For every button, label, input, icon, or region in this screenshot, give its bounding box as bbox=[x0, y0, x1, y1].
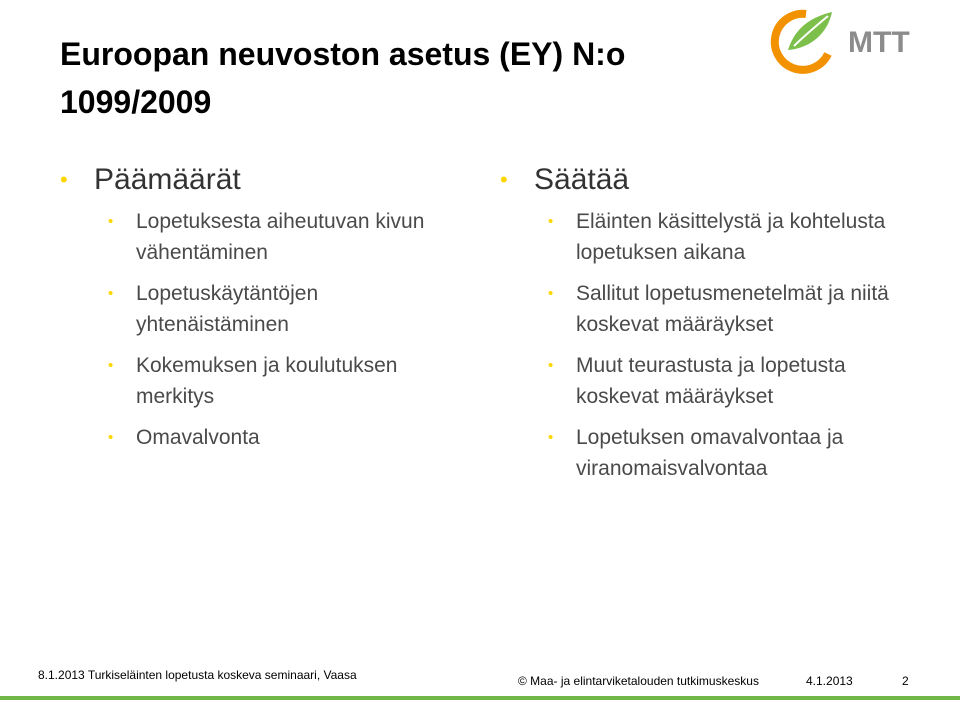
goals-column bbox=[60, 160, 470, 463]
regulates-column bbox=[500, 160, 900, 494]
regulates-item: • Lopetuksen omavalvontaa ja viranomaisvalvontaa bbox=[548, 422, 900, 484]
goal-item: • Lopetuskäytäntöjen yhtenäistäminen bbox=[108, 278, 470, 340]
bullet-icon: • bbox=[548, 213, 554, 230]
goal-item: • Kokemuksen ja koulutuksen merkitys bbox=[108, 350, 470, 412]
bullet-icon: • bbox=[108, 285, 114, 302]
goals-heading-text: Päämäärät bbox=[94, 163, 241, 196]
bullet-icon: • bbox=[548, 285, 554, 302]
footer-copyright: © Maa- ja elintarviketalouden tutkimuskeskus bbox=[518, 674, 759, 688]
footer-divider bbox=[0, 696, 960, 700]
regulates-item: • Eläinten käsittelystä ja kohtelusta lopetuksen aikana bbox=[548, 206, 900, 268]
regulates-heading-text: Säätää bbox=[534, 163, 630, 196]
footer-date: 4.1.2013 bbox=[806, 674, 853, 688]
goal-item: • Lopetuksesta aiheutuvan kivun vähentäminen bbox=[108, 206, 470, 268]
regulates-list bbox=[548, 206, 900, 484]
bullet-icon: • bbox=[548, 429, 554, 446]
goals-list bbox=[108, 206, 470, 453]
bullet-icon: • bbox=[548, 357, 554, 374]
regulates-item: • Muut teurastusta ja lopetusta koskevat määräykset bbox=[548, 350, 900, 412]
goals-heading bbox=[60, 160, 470, 200]
regulates-heading bbox=[500, 160, 900, 200]
goal-item: • Omavalvonta bbox=[108, 422, 470, 453]
page-number: 2 bbox=[902, 674, 909, 688]
footer-event: 8.1.2013 Turkiseläinten lopetusta koskeva seminaari, Vaasa bbox=[38, 668, 357, 682]
bullet-icon: • bbox=[60, 167, 68, 192]
bullet-icon: • bbox=[108, 357, 114, 374]
mtt-logo bbox=[766, 4, 936, 74]
svg-text:MTT: MTT bbox=[848, 26, 910, 59]
regulates-item: • Sallitut lopetusmenetelmät ja niitä koskevat määräykset bbox=[548, 278, 900, 340]
slide-title: Euroopan neuvoston asetus (EY) N:o 1099/2009 bbox=[60, 36, 626, 120]
bullet-icon: • bbox=[108, 429, 114, 446]
mtt-logo-icon bbox=[766, 4, 936, 74]
bullet-icon: • bbox=[108, 213, 114, 230]
bullet-icon: • bbox=[500, 167, 508, 192]
